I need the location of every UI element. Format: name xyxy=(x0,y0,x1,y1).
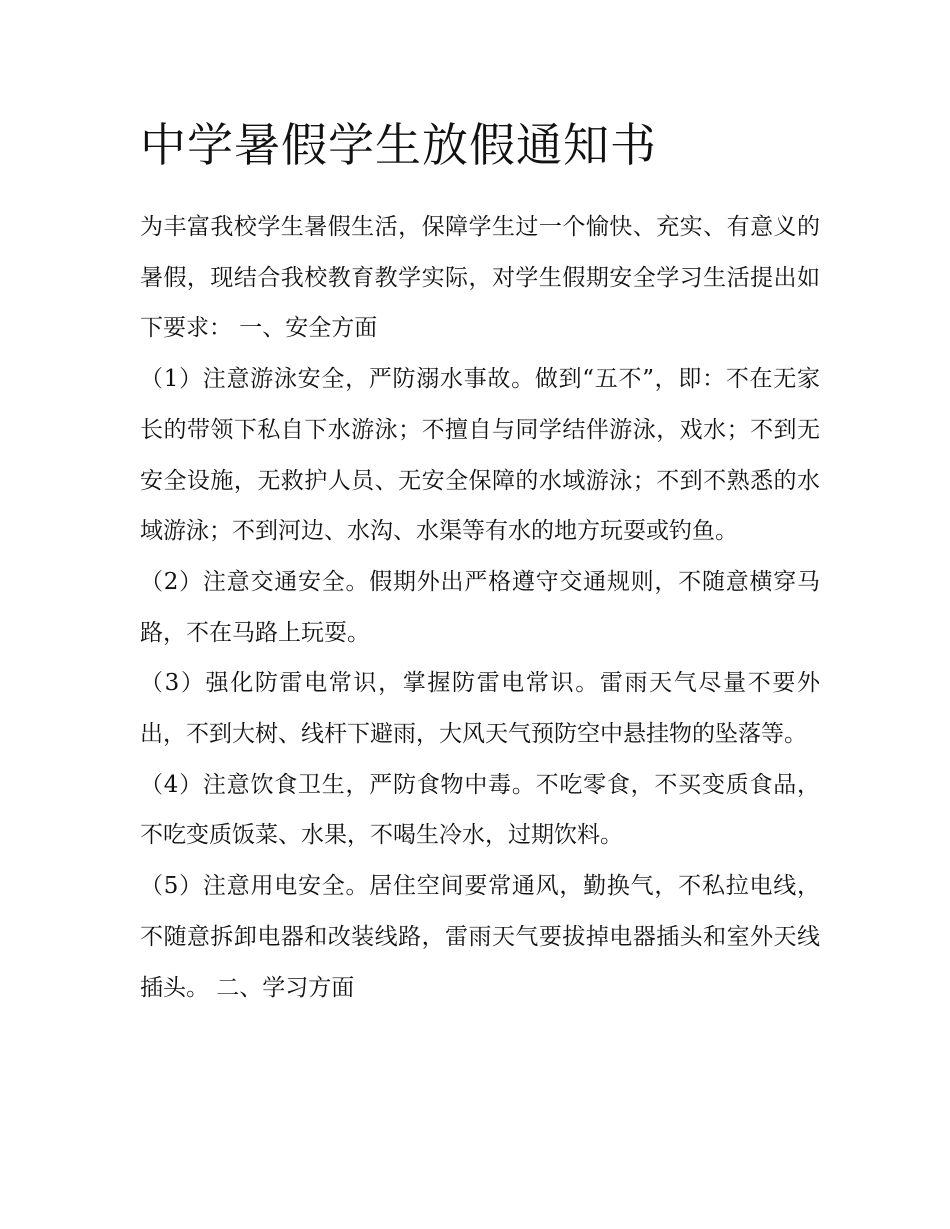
item-electricity-safety: （5）注意用电安全。居住空间要常通风，勤换气，不私拉电线，不随意拆卸电器和改装线路，雷雨天气要拔掉电器插头和室外天线插头。 二、学习方面 xyxy=(140,873,820,1001)
item-traffic-safety: （2）注意交通安全。假期外出严格遵守交通规则，不随意横穿马路，不在马路上玩耍。 xyxy=(140,568,820,646)
document-body xyxy=(140,202,820,1013)
document-title: 中学暑假学生放假通知书 xyxy=(140,118,657,172)
item-lightning-safety: （3）强化防雷电常识，掌握防雷电常识。雷雨天气尽量不要外出，不到大树、线杆下避雨，大风天气预防空中悬挂物的坠落等。 xyxy=(140,670,820,748)
intro-paragraph: 为丰富我校学生暑假生活，保障学生过一个愉快、充实、有意义的暑假，现结合我校教育教学实际，对学生假期安全学习生活提出如下要求： 一、安全方面 xyxy=(140,214,820,342)
item-food-hygiene: （4）注意饮食卫生，严防食物中毒。不吃零食，不买变质食品，不吃变质饭菜、水果，不喝生冷水，过期饮料。 xyxy=(140,771,820,849)
document-page xyxy=(140,110,820,1013)
item-swimming-safety: （1）注意游泳安全，严防溺水事故。做到“五不”，即：不在无家长的带领下私自下水游泳；不擅自与同学结伴游泳，戏水；不到无安全设施，无救护人员、无安全保障的水域游泳；不到不熟悉的水域游泳；不到河边、水沟、水渠等有水的地方玩耍或钓鱼。 xyxy=(140,366,820,545)
